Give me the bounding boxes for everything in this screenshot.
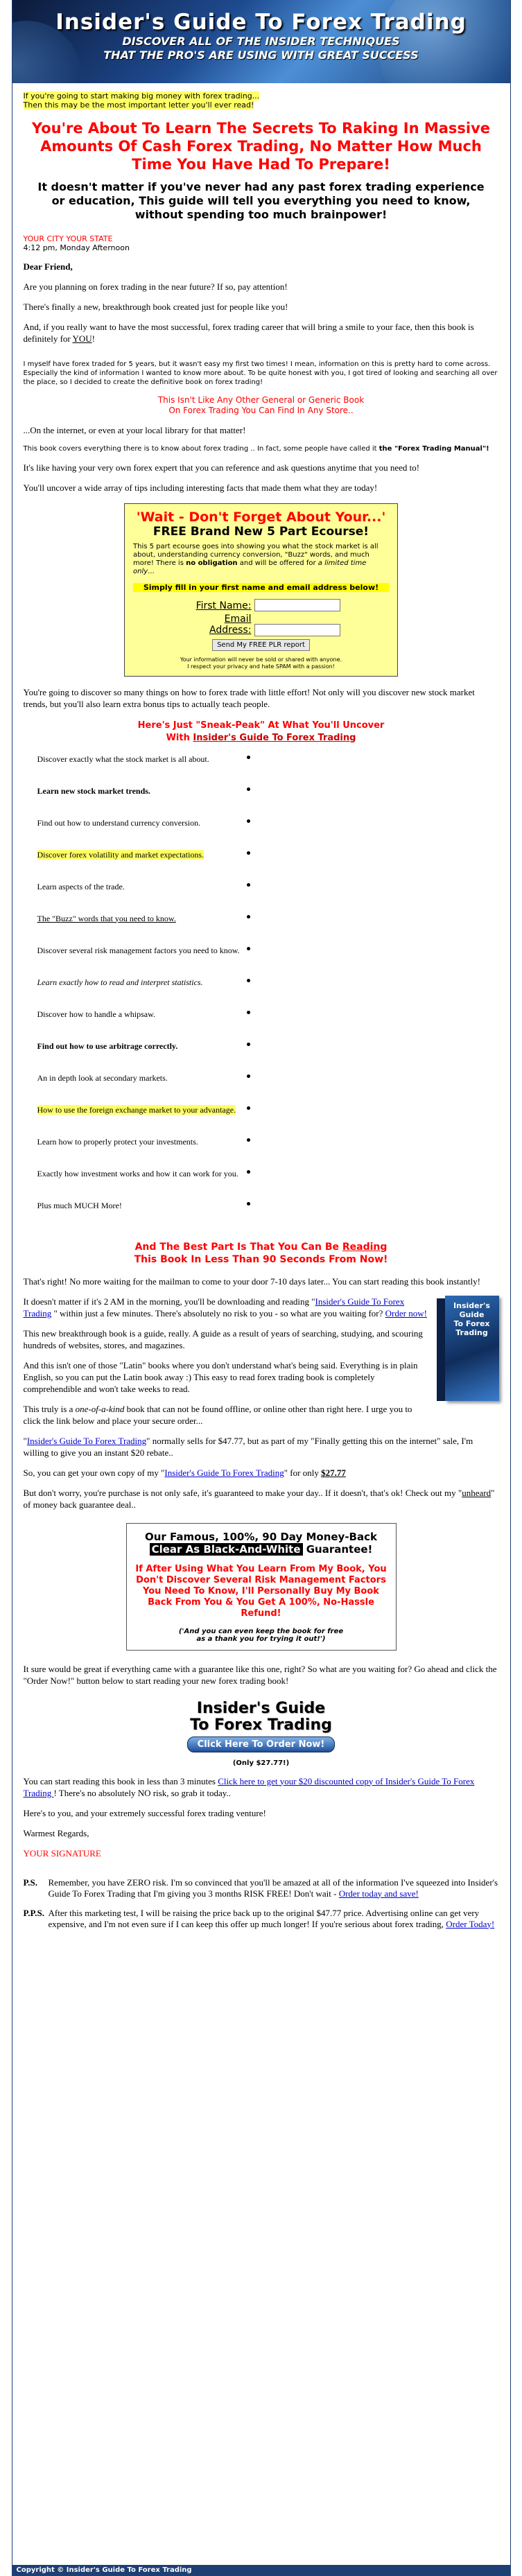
book-cover-image [437,1296,499,1404]
sneak-peak-product: Insider's Guide To Forex Trading [193,732,356,743]
feature-text: How to use the foreign exchange market to your advantage. [37,1104,236,1115]
body-p8-underline: unheard [462,1487,491,1498]
letter-paragraph-4: ...On the internet, or even at your local library for that matter! [23,425,246,435]
product-link-3[interactable]: Insider's Guide To Forex Trading [164,1467,284,1478]
optin-text-d: a limited time only [133,559,367,575]
footer-copyright: Copyright © Insider's Guide To Forex Trading [12,2565,510,2576]
send-report-button[interactable]: Send My FREE PLR report [212,639,310,651]
best-part-line-1: And The Best Part Is That You Can Be [134,1241,342,1253]
optin-instruction: Simply fill in your first name and email address below! [133,583,389,592]
bullet-dot-icon [247,1011,250,1014]
guarantee-note-line-2: as a thank you for trying it out!') [196,1635,326,1643]
letter-paragraph-3 [24,321,499,345]
feature-list-item [37,1008,499,1040]
body-paragraph-3: This new breakthrough book is a guide, really. A guide as a result of years of searching, studying, and scouring hundreds of websites, stores, and magazines. [23,1328,423,1350]
body-paragraph-8 [24,1487,499,1511]
main-headline: You're About To Learn The Secrets To Raking In Massive Amounts Of Cash Forex Trading, No Matter How Much Time You Have Had To Prepare! [31,120,491,173]
bullet-dot-icon [247,947,250,950]
feature-list-item [37,944,499,976]
letter-paragraph-6: It's like having your very own forex expert that you can reference and ask questions anytime that you need to! [23,462,420,473]
optin-description [133,543,389,576]
email-row [133,613,389,636]
body-p6-text: " normally sells for $47.77, but as part of my "Finally getting this on the internet" sale, I'm willing to give you an instant $20 rebate.. [23,1435,473,1458]
body-paragraph-6 [24,1435,499,1459]
pps-label: P.P.S. [23,1907,44,1918]
feature-list-item [37,1135,499,1167]
body-p7-text-2: " for only [284,1467,322,1478]
header-banner [12,0,510,83]
order-block [24,1700,499,1767]
book-front [445,1296,499,1401]
feature-text: Exactly how investment works and how it can work for you. [37,1168,238,1178]
bullet-dot-icon [247,1170,250,1174]
intro-highlight-line-1: If you're going to start making big money with forex trading... [23,92,260,101]
body-p5-text-2: book that can not be found offline, or online other than right here. I urge you to click the link below and place your secure order... [23,1403,412,1426]
letter-paragraph-3-text: And, if you really want to have the most successful, forex trading career that will bring a smile to your face, then this book is definitely for [23,322,474,344]
bullet-dot-icon [247,851,250,855]
guarantee-black-white: Clear As Black-And-White [150,1543,303,1556]
body-p2-text-2: " within just a few minutes. There's absolutely no risk to you - so what are you waiting for? [51,1307,385,1319]
body-p5-text: This truly is a [23,1403,76,1414]
best-part-heading [24,1241,499,1266]
author-story: I myself have forex traded for 5 years, but it wasn't easy my first two times! I mean, information on this is pretty hard to come across. Especially the kind of information I wanted to know more about. To be quite honest with you, I got tired of looking and searching all over the place, so I decided to create the definitive book on forex trading! [23,360,498,386]
not-generic-line-1: This Isn't Like Any Other General or Generic Book [157,395,365,405]
feature-list-item [37,1072,499,1104]
ps-text-a: Remember, you have ZERO risk. I'm so convinced that you'll be amazed at all of the information I've squeezed into Insider's Guide To Forex Trading that I'm giving you 3 months RISK FREE! Don't wait - [48,1877,498,1899]
order-now-button[interactable]: Click Here To Order Now! [187,1737,336,1752]
pps-order-link[interactable]: Order Today! [446,1918,495,1929]
not-generic-callout [24,395,499,416]
body-p2-text: It doesn't matter if it's 2 AM in the morning, you'll be downloading and reading " [23,1296,315,1307]
sneak-peak-with: With [166,732,193,743]
feature-list-item [37,1199,499,1231]
discount-order-link[interactable]: Click here to get your $20 discounted copy of Insider's Guide To Forex Trading [23,1775,475,1798]
optin-text-b: no obligation [186,559,238,567]
letter-time: 4:12 pm, Monday Afternoon [23,243,130,252]
email-label: Email Address: [209,613,252,636]
order-now-link[interactable]: Order now! [385,1307,427,1319]
feature-text: Learn exactly how to read and interpret statistics. [37,977,203,987]
body-paragraph-1: That's right! No more waiting for the mailman to come to your door 7-10 days later... You can start reading this book instantly! [23,1276,480,1287]
body-paragraph-4: And this isn't one of those "Latin" books where you don't understand what's being said. Everything is in plain English, so you can put the Latin book away :) This easy to read forex trading book is completely comprehendible and won't take weeks to read. [23,1359,418,1394]
feature-list-item [37,912,499,944]
feature-list-item [37,1104,499,1135]
privacy-line-2: I respect your privacy and hate SPAM with a passion! [187,663,335,670]
optin-title: 'Wait - Don't Forget About Your...' [136,510,386,525]
feature-list-item [37,880,499,912]
not-generic-line-2: On Forex Trading You Can Find In Any Store.. [168,406,354,415]
closing-paragraph-3: Here's to you, and your extremely successful forex trading venture! [23,1807,266,1818]
feature-list-item [37,848,499,880]
closing-paragraph-2 [24,1775,499,1799]
body-paragraph-5 [24,1403,499,1427]
optin-text-e: ... [148,568,155,575]
main-content [12,83,510,1930]
sneak-peak-line-1: Here's Just "Sneak-Peak" At What You'll Uncover [137,720,385,731]
sales-page [12,0,511,2576]
bullet-dot-icon [247,979,250,982]
closing-paragraph-1: It sure would be great if everything came with a guarantee like this one, right? So what are you waiting for? Go ahead and click the "Order Now!" button below to start reading your new forex trading book! [23,1663,497,1686]
optin-box [124,503,398,677]
feature-list-item [37,817,499,848]
best-part-reading: Reading [342,1241,388,1253]
book-cover-line-1: Insider's Guide [453,1300,490,1319]
best-part-line-2: This Book In Less Than 90 Seconds From Now! [134,1253,388,1265]
bullet-dot-icon [247,1138,250,1142]
body-p8-text: But don't worry, you're purchase is not only safe, it's guaranteed to make your day.. If it doesn't, that's ok! Check out my " [23,1487,462,1498]
ps-text [49,1877,499,1899]
feature-text: Discover how to handle a whipsaw. [37,1009,156,1019]
feature-list-item [37,976,499,1008]
feature-text: Discover forex volatility and market expectations. [37,849,205,860]
bullet-dot-icon [247,883,250,887]
product-link[interactable]: Insider's Guide To Forex Trading [23,1296,405,1319]
book-cover-line-2: To Forex Trading [453,1319,490,1337]
ps-order-link[interactable]: Order today and save! [338,1888,419,1899]
body-paragraph-2 [24,1296,499,1319]
feature-text: Discover several risk management factors you need to know. [37,945,240,955]
header-subtitle-2: THAT THE PRO'S ARE USING WITH GREAT SUCCESS [103,49,419,62]
guarantee-note-line-1: ('And you can even keep the book for free [178,1627,344,1635]
header-subtitle-1: DISCOVER ALL OF THE INSIDER TECHNIQUES [122,35,400,48]
closing-p2-text-2: ! There's no absolutely NO risk, so grab it today.. [53,1787,231,1798]
bullet-dot-icon [247,1074,250,1078]
discount-price: $27.77 [321,1467,346,1478]
body-p6-quote: " [23,1435,27,1446]
letter-paragraph-1: Are you planning on forex trading in the near future? If so, pay attention! [23,281,288,292]
signature: YOUR SIGNATURE [23,1847,101,1859]
feature-list-item [37,1040,499,1072]
city-state: YOUR CITY YOUR STATE [23,234,113,243]
guarantee-word: Guarantee! [302,1542,373,1556]
first-name-row [133,599,389,611]
order-title-line-2: To Forex Trading [190,1716,332,1734]
closing-p2-text: You can start reading this book in less than 3 minutes [23,1775,218,1786]
bullet-dot-icon [247,915,250,919]
bullet-dot-icon [247,1043,250,1046]
letter-paragraph-3-emphasis: YOU [72,333,92,344]
feature-text: Find out how to understand currency conversion. [37,817,201,828]
bullet-dot-icon [247,1106,250,1110]
guarantee-line-1: Our Famous, 100%, 90 Day Money-Back [145,1530,377,1543]
feature-text: Plus much MUCH More! [37,1200,122,1210]
feature-text: Learn aspects of the trade. [37,881,125,891]
bullet-dot-icon [247,756,250,759]
discover-paragraph: You're going to discover so many things on how to forex trade with little effort! Not only will you discover new stock market trends, but you'll also learn extra bonus tips to actually teach people. [23,686,475,709]
optin-subtitle: FREE Brand New 5 Part Ecourse! [153,525,369,539]
feature-list-item [37,785,499,817]
body-paragraph-7 [24,1467,499,1479]
guarantee-promise: If After Using What You Learn From My Book, You Don't Discover Several Risk Management Factors You Need To Know, I'll Personally Buy My Book Back From You & You Get A 100%, No-Hassle Refund! [135,1563,387,1619]
feature-text: An in depth look at secondary markets. [37,1072,168,1083]
first-name-label: First Name: [195,600,252,611]
feature-text: Discover exactly what the stock market is all about. [37,754,209,764]
feature-list [37,753,499,1231]
feature-list-item [37,1167,499,1199]
bullet-dot-icon [247,787,250,791]
pps-text-a: After this marketing test, I will be raising the price back up to the original $47.77 price. Advertising online can get very expensive, and I'm not even sure if I can keep this offer up much longer! If you're serious about forex trading, [48,1907,480,1929]
privacy-line-1: Your information will never be sold or shared with anyone. [180,656,342,663]
body-p8-text-2: " of money back guarantee deal.. [23,1487,495,1510]
letter-paragraph-5 [24,444,499,453]
email-input[interactable] [254,624,340,636]
header-title: Insider's Guide To Forex Trading [55,10,467,35]
first-name-input[interactable] [254,599,340,611]
order-price: (Only $27.77!) [232,1759,290,1767]
sneak-peak-heading [24,720,499,745]
intro-highlight-line-2: Then this may be the most important letter you'll ever read! [23,101,254,110]
bullet-dot-icon [247,1202,250,1206]
letter-paragraph-7: You'll uncover a wide array of tips including interesting facts that made them what they are today! [23,482,378,493]
greeting: Dear Friend, [23,261,73,272]
guarantee-line-2 [135,1543,388,1556]
privacy-note [133,656,389,670]
bullet-dot-icon [247,819,250,823]
pps-block [24,1908,499,1930]
product-link-2[interactable]: Insider's Guide To Forex Trading [26,1435,147,1446]
intro-highlight [24,92,499,110]
ps-label: P.S. [23,1877,37,1888]
regards: Warmest Regards, [23,1827,89,1838]
book-spine [437,1298,445,1401]
letter-paragraph-5-bold: the "Forex Trading Manual"! [379,445,489,453]
guarantee-box [126,1523,397,1651]
sub-headline: It doesn't matter if you've never had any past forex trading experience or education, This guide will tell you everything you need to know, without spending too much brainpower! [37,180,485,221]
body-p5-italic: one-of-a-kind [75,1403,125,1414]
body-p7-text: So, you can get your own copy of my " [23,1467,165,1478]
ps-block [24,1877,499,1899]
feature-text: Learn new stock market trends. [37,785,150,796]
letter-paragraph-2: There's finally a new, breakthrough book created just for people like you! [23,302,288,312]
letter-paragraph-3-end: ! [92,333,96,344]
order-title-line-1: Insider's Guide [196,1699,326,1717]
pps-text [49,1908,499,1930]
optin-text-a: This 5 part ecourse goes into showing you what the stock market is all about, understanding currency conversion, "Buzz" words, and much more! There is [133,543,379,567]
feature-text: Find out how to use arbitrage correctly. [37,1041,178,1051]
feature-text: The "Buzz" words that you need to know. [37,913,176,923]
guarantee-note [135,1628,388,1643]
feature-text: Learn how to properly protect your investments. [37,1136,198,1147]
optin-text-c: and will be offered for [237,559,318,567]
feature-list-item [37,753,499,785]
letter-paragraph-5-text: This book covers everything there is to know about forex trading .. In fact, some people have called it [23,445,379,453]
